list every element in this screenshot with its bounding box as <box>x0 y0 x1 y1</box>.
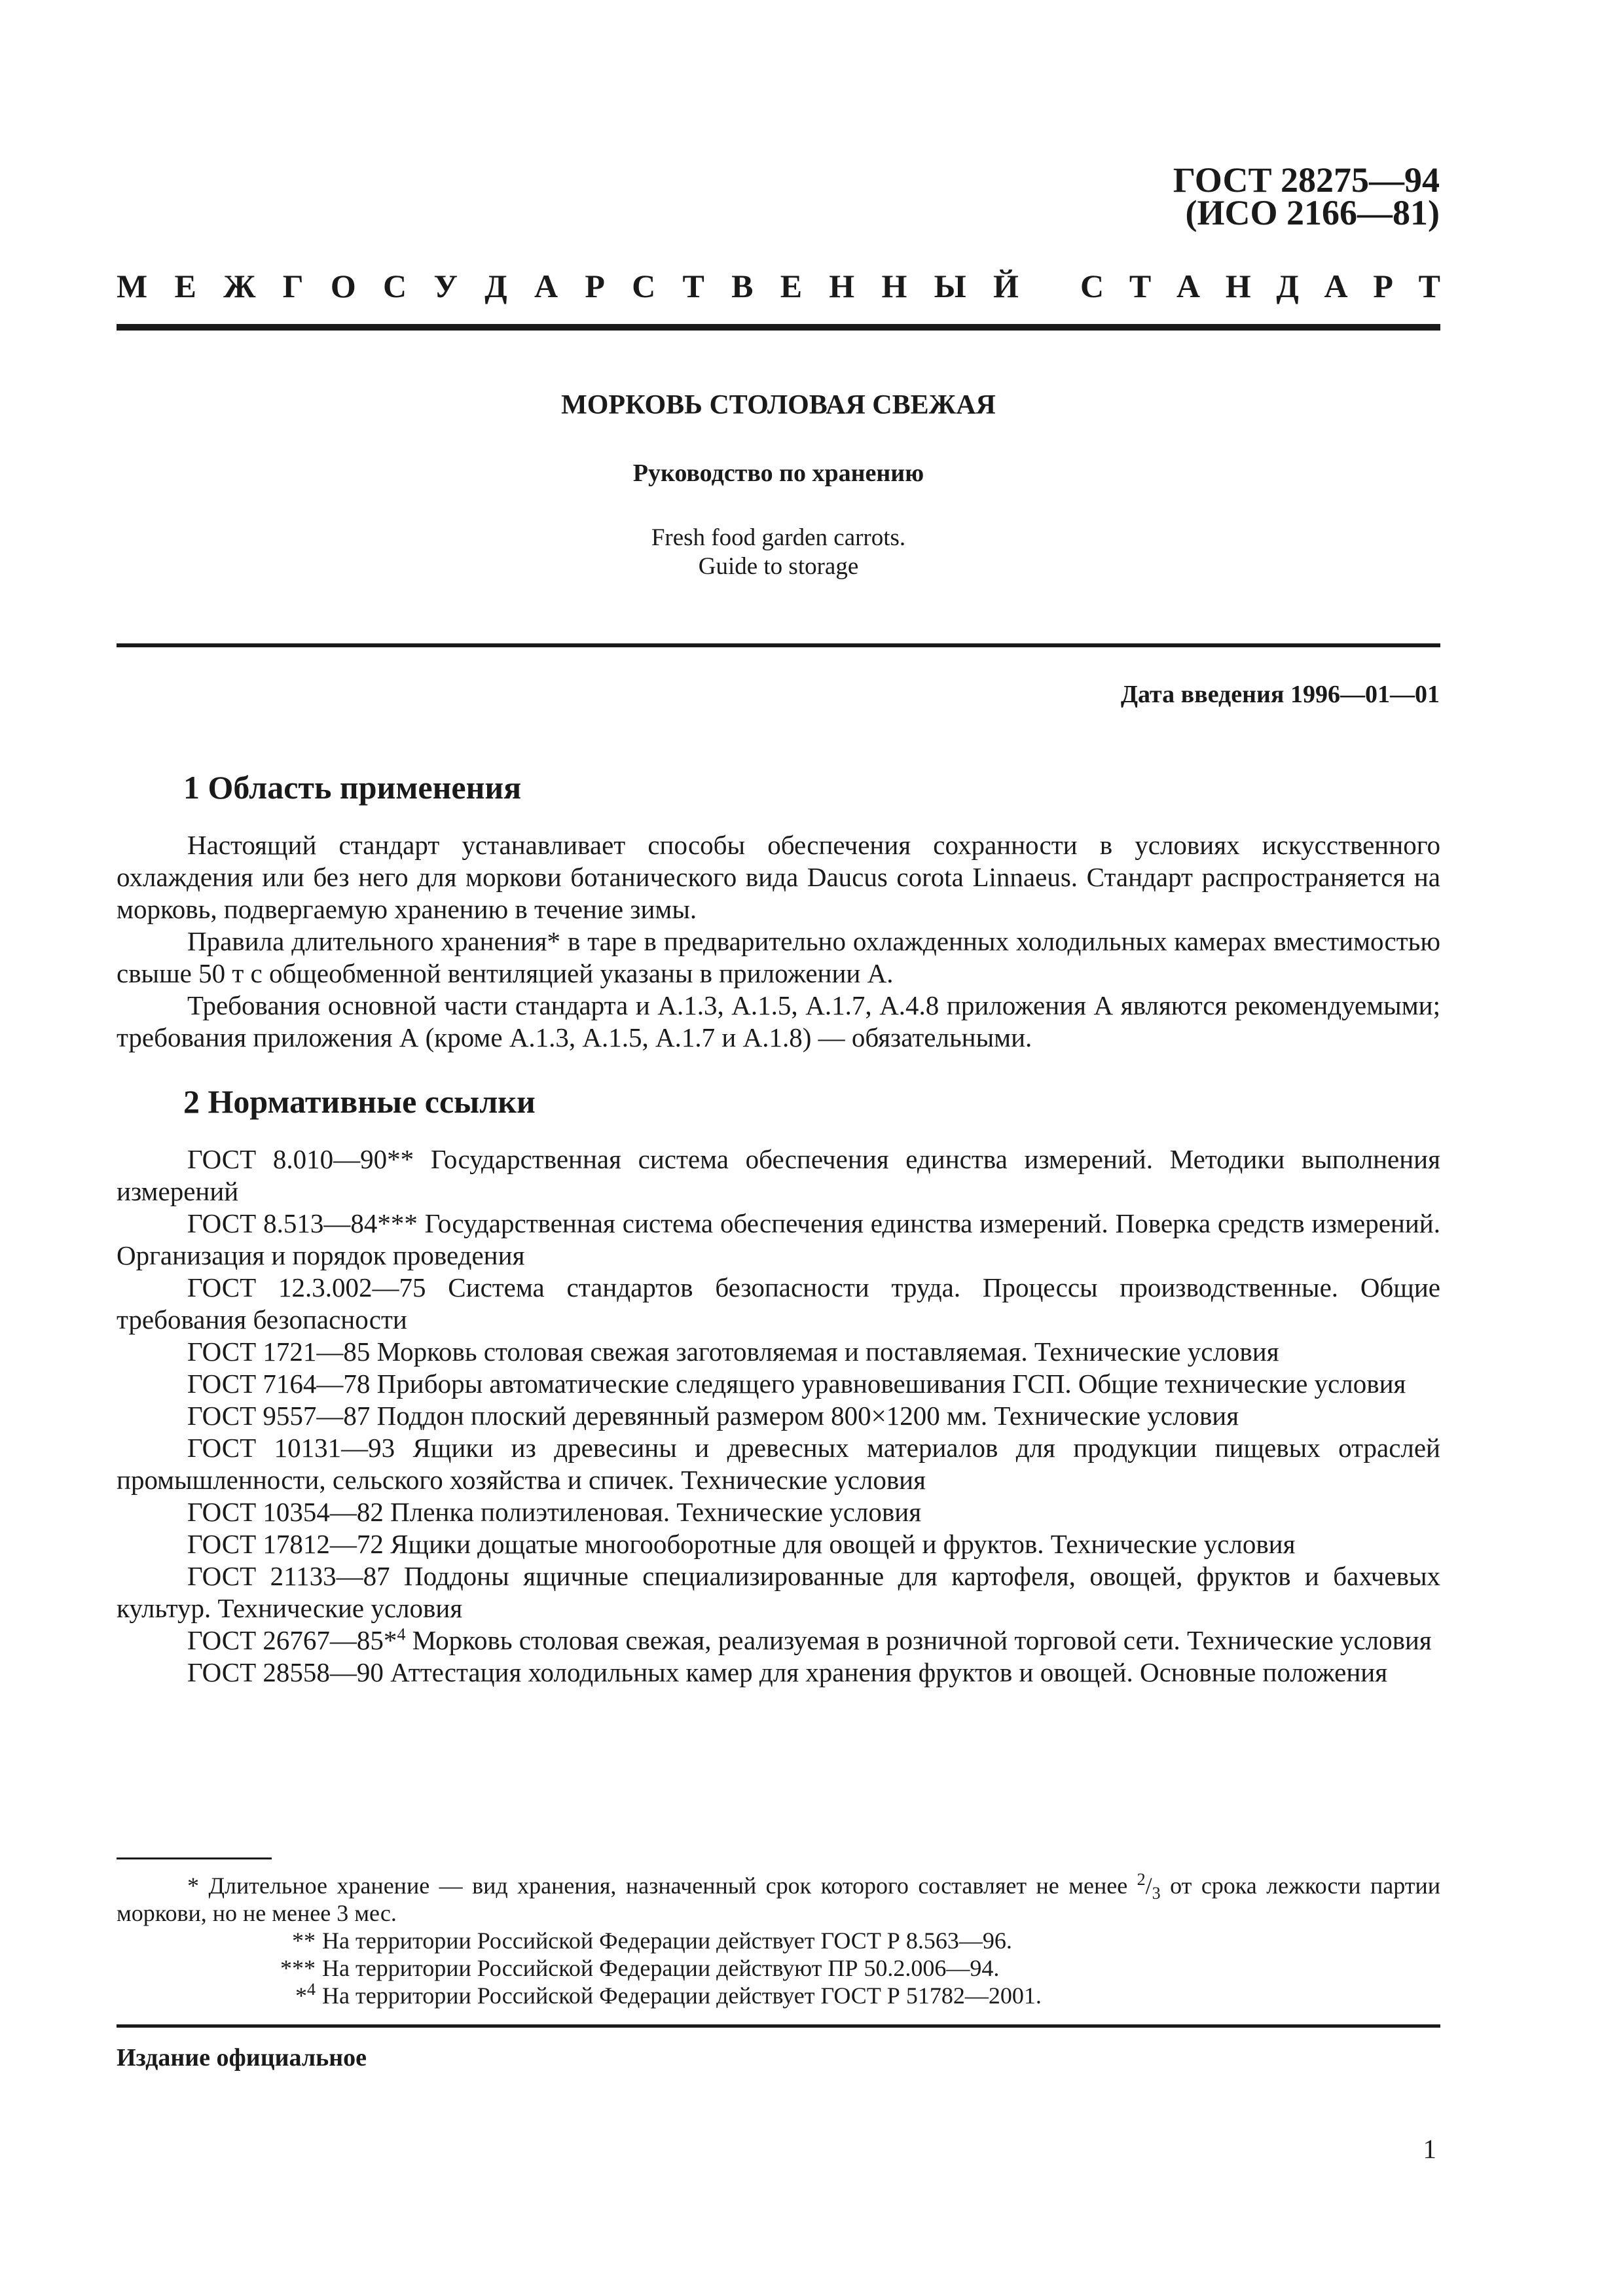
footnote-2: ** На территории Российской Федерации действует ГОСТ Р 8.563—96. <box>292 1928 1012 1954</box>
edition-label: Издание официальное <box>117 2044 367 2072</box>
banner-word-standard: С Т А Н Д А Р Т <box>1080 268 1440 304</box>
english-title-line-2: Guide to storage <box>698 553 859 580</box>
references-list <box>117 1143 1440 1689</box>
section-2-heading: 2 Нормативные ссылки <box>183 1083 536 1120</box>
title-rule <box>117 643 1440 647</box>
reference-item: ГОСТ 10131—93 Ящики из древесины и древесных материалов для продукции пищевых отраслей промышленности, сельского хозяйства и спичек. Технические условия <box>117 1433 1440 1495</box>
document-subtitle: Руководство по хранению <box>632 459 924 487</box>
reference-item: ГОСТ 8.513—84*** Государственная система обеспечения единства измерений. Поверка средств измерений. Организация и порядок проведения <box>117 1208 1440 1270</box>
footnote-4: *$^4$ На территории Российской Федерации действует ГОСТ Р 51782—2001. <box>295 1980 1042 2009</box>
footnote-separator <box>117 1857 272 1859</box>
english-title-line-1: Fresh food garden carrots. <box>651 524 906 551</box>
footnote-mark: * <box>547 926 561 956</box>
footnote-1: * Длительное хранение — вид хранения, назначенный срок которого составляет не менее $^2/_3$ от срока лежкости партии моркови, но не менее 3 мес. <box>117 1870 1441 1926</box>
edition-rule <box>117 2024 1440 2028</box>
paragraph: Настоящий стандарт устанавливает способы обеспечения сохранности в условиях искусственного охлаждения или без него для моркови ботанического вида Daucus corota Linnaeus. Стандарт распространяется на морковь, подвергаемую хранению в течение зимы. <box>117 830 1440 924</box>
reference-item: ГОСТ 21133—87 Поддоны ящичные специализированные для картофеля, овощей, фруктов и бахчевых культур. Технические условия <box>117 1561 1440 1623</box>
footnote-3: *** На территории Российской Федерации действуют ПР 50.2.006—94. <box>280 1955 1000 1981</box>
reference-item: ГОСТ 26767—85*$^4$ Морковь столовая свежая, реализуемая в розничной торговой сети. Технические условия <box>187 1624 1432 1655</box>
reference-item: ГОСТ 10354—82 Пленка полиэтиленовая. Технические условия <box>187 1497 922 1527</box>
doc-number: ГОСТ 28275—94 <box>1173 160 1440 200</box>
introduction-date: Дата введения 1996—01—01 <box>1120 681 1440 708</box>
reference-item: ГОСТ 7164—78 Приборы автоматические следящего уравновешивания ГСП. Общие технические условия <box>187 1369 1406 1399</box>
section-1-heading: 1 Область применения <box>183 769 522 806</box>
paragraph: Правила длительного хранения* в таре в предварительно охлажденных холодильных камерах вместимостью свыше 50 т с общеобменной вентиляцией указаны в приложении А. <box>117 926 1440 988</box>
reference-item: ГОСТ 1721—85 Морковь столовая свежая заготовляемая и поставляемая. Технические условия <box>187 1336 1279 1367</box>
reference-item: ГОСТ 12.3.002—75 Система стандартов безопасности труда. Процессы производственные. Общие требования безопасности <box>117 1272 1440 1335</box>
footnotes <box>117 1872 1440 2009</box>
english-title <box>117 524 1440 581</box>
reference-item: ГОСТ 28558—90 Аттестация холодильных камер для хранения фруктов и овощей. Основные положения <box>187 1657 1388 1687</box>
reference-item: ГОСТ 17812—72 Ящики дощатые многооборотные для овощей и фруктов. Технические условия <box>187 1529 1296 1559</box>
reference-item: ГОСТ 9557—87 Поддон плоский деревянный размером 800×1200 мм. Технические условия <box>187 1401 1239 1431</box>
page-number: 1 <box>1423 2134 1436 2164</box>
banner-word-interstate: М Е Ж Г О С У Д А Р С Т В Е Н Н Ы Й <box>117 268 1019 304</box>
section-1-body <box>117 829 1440 1054</box>
header-rule <box>117 324 1440 331</box>
document-title: МОРКОВЬ СТОЛОВАЯ СВЕЖАЯ <box>561 390 996 420</box>
reference-item: ГОСТ 8.010—90** Государственная система обеспечения единства измерений. Методики выполнения измерений <box>117 1144 1440 1206</box>
doc-number-iso: (ИСО 2166—81) <box>1185 193 1440 232</box>
paragraph: Требования основной части стандарта и А.1.3, А.1.5, А.1.7, А.4.8 приложения А являются рекомендуемыми; требования приложения А (кроме А.1.3, А.1.5, А.1.7 и А.1.8) — обязательными. <box>117 990 1440 1052</box>
